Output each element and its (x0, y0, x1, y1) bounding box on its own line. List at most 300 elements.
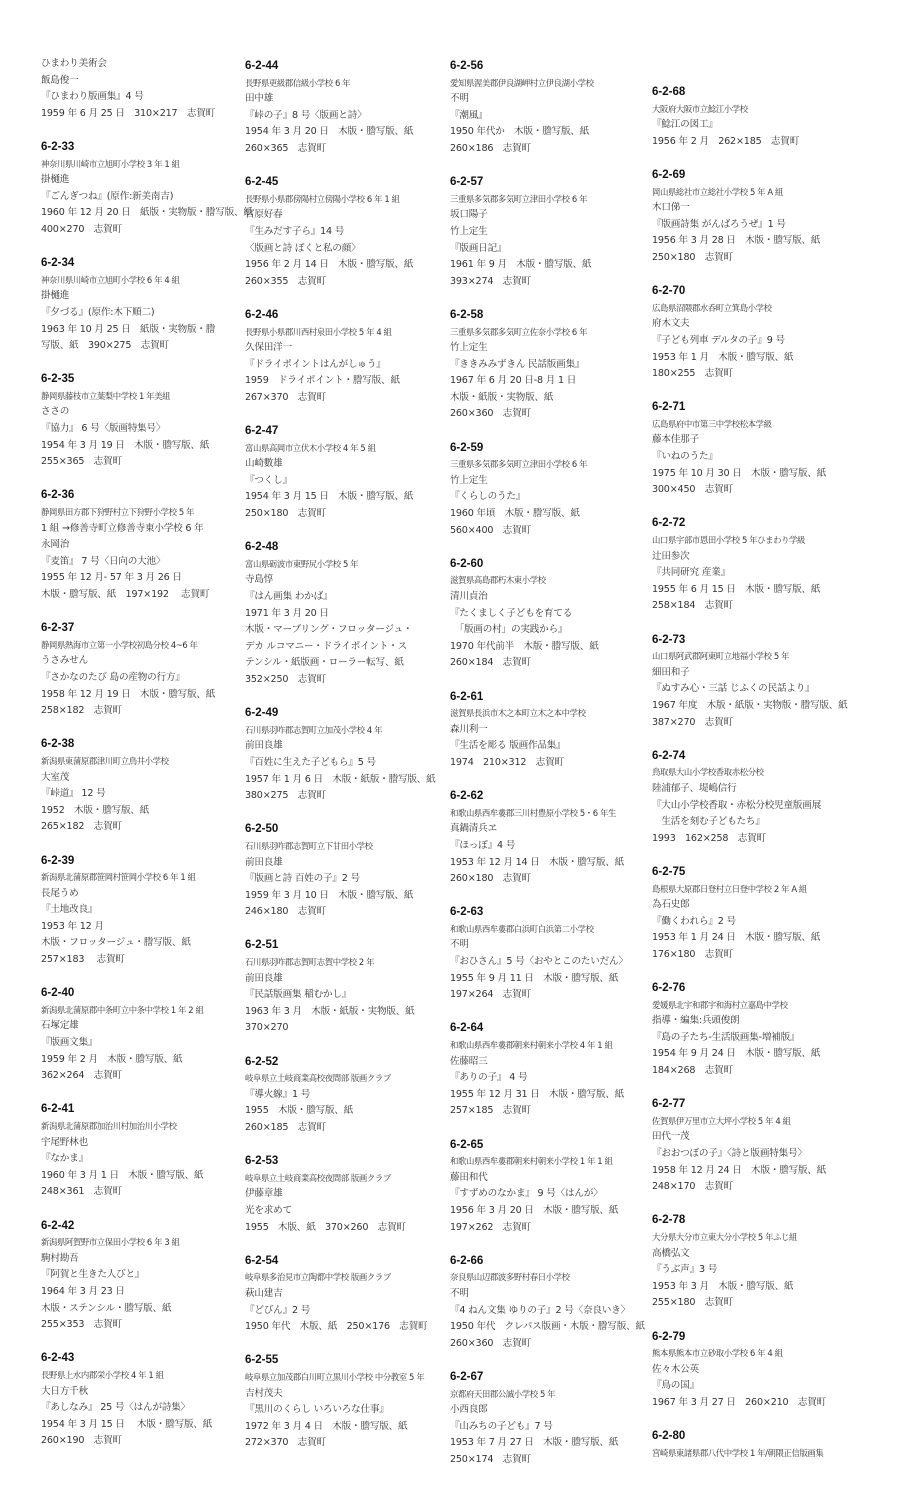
entry-line: 1953 年 12 月 14 日 木版・謄写版、紙 (450, 856, 625, 868)
entry-id: 6-2-61 (450, 690, 484, 703)
entry-line: 272×370 志賀町 (245, 1437, 326, 1449)
entry-line: 『ききみみずきん 民話版画集』 (450, 358, 585, 370)
entry-line: 257×185 志賀町 (450, 1105, 531, 1117)
catalog-entry (652, 980, 852, 1080)
entry-line: 『鳥の国』 (652, 1380, 699, 1392)
entry-line: 『ごんぎつね』(原作:新美南吉) (41, 190, 174, 202)
entry-line: 1974 210×312 志賀町 (450, 756, 564, 768)
entry-id: 6-2-70 (652, 285, 686, 298)
entry-line: 『協力』 6 号〈版画特集号〉 (41, 423, 166, 435)
entry-school: 佐賀県伊万里市立大坪小学校 5 年 4 組 (652, 1115, 791, 1126)
entry-id: 6-2-49 (245, 707, 279, 720)
entry-line: 1953 年 1 月 24 日 木版・謄写版、紙 (652, 932, 821, 944)
entry-line: 寺島惇 (245, 574, 274, 586)
entry-line: 「版画の村」の実践から』 (450, 624, 568, 636)
entry-line: 『さかなのたび 島の産物の行方』 (41, 671, 185, 683)
entry-line: 萩山建吉 (245, 1287, 283, 1299)
entry-line: 1967 年 3 月 27 日 260×210 志賀町 (652, 1396, 826, 1408)
entry-line: 1953 年 7 月 27 日 木版・謄写版、紙 (450, 1437, 619, 1449)
entry-line: 『版画詩集 がんばろうぜ』1 号 (652, 218, 786, 230)
entry-line: 長尾うめ (41, 887, 79, 899)
entry-id: 6-2-69 (652, 168, 686, 181)
entry-line: 『子ども列車 デルタの子』9 号 (652, 334, 785, 346)
entry-line: 400×270 志賀町 (41, 223, 122, 235)
entry-line: 1967 年度 木版・紙版・実物版・謄写版、紙 (652, 699, 848, 711)
entry-id: 6-2-71 (652, 401, 686, 414)
entry-line: 小西良郎 (450, 1404, 488, 1416)
entry-line: 184×268 志賀町 (652, 1065, 733, 1077)
entry-line: 宇尾野林也 (41, 1136, 88, 1148)
entry-id: 6-2-46 (245, 308, 279, 321)
catalog-entry (450, 788, 650, 888)
catalog-entry (245, 1054, 445, 1137)
catalog-entry (450, 174, 650, 290)
entry-line: 1961 年 9 月 木版・謄写版、紙 (450, 259, 592, 271)
catalog-entry (245, 423, 445, 523)
entry-line: 真鍋清兵ヱ (450, 823, 497, 835)
entry-line: 1960 年 12 月 20 日 紙版・実物版・謄写版、紙 (41, 207, 253, 219)
entry-id: 6-2-54 (245, 1254, 279, 1267)
entry-line: 陸浦郁子、堤嶋信行 (652, 782, 737, 794)
entry-id: 6-2-66 (450, 1254, 484, 1267)
entry-id: 6-2-44 (245, 60, 279, 72)
entry-school: 新潟県阿賀野市立保田小学校 6 年 3 組 (41, 1237, 180, 1248)
entry-id: 6-2-50 (245, 823, 279, 836)
entry-id: 6-2-68 (652, 86, 686, 98)
catalog-entry (245, 539, 445, 688)
entry-line: 為石史郎 (652, 899, 690, 911)
entry-id: 6-2-43 (41, 1352, 75, 1365)
entry-school: 新潟県東蒲原郡津川町立鳥井小学校 (41, 755, 169, 766)
entry-line: 光を求めて (245, 1204, 292, 1216)
entry-line: 1954 年 3 月 15 日 木版・謄写版、紙 (245, 491, 414, 503)
catalog-entry (652, 515, 852, 615)
catalog-entry (450, 689, 650, 772)
entry-line: 吉村茂夫 (245, 1387, 283, 1399)
entry-line: 田代一茂 (652, 1131, 690, 1143)
entry-school: 鳥取県大山小学校香取赤松分校 (652, 767, 764, 778)
entry-line: 258×184 志賀町 (652, 600, 733, 612)
entry-line: 高橋弘文 (652, 1247, 690, 1259)
entry-id: 6-2-62 (450, 790, 484, 803)
entry-line: 1955 木版・謄写版、紙 (245, 1105, 354, 1117)
catalog-column-1 (41, 56, 253, 1466)
entry-school: 静岡県藤枝市立葉梨中学校 1 年美組 (41, 390, 171, 401)
entry-line: 木口俤一 (652, 202, 690, 214)
entry-school: 愛媛県北宇和郡宇和海村立嘉島中学校 (652, 999, 788, 1010)
catalog-entry (652, 1212, 852, 1312)
entry-line: 1960 年頃 木版・謄写版、紙 (450, 508, 580, 520)
entry-id: 6-2-33 (41, 140, 75, 153)
entry-line: 『どびん』2 号 (245, 1304, 311, 1316)
entry-line: 560×400 志賀町 (450, 524, 531, 536)
entry-line: 『島の子たち-生活版画集-増補版』 (652, 1031, 800, 1043)
entry-school: 新潟県北蒲原郡加治川村加治川小学校 (41, 1121, 177, 1131)
entry-line: 1958 年 12 月 19 日 木版・謄写版、紙 (41, 688, 216, 700)
entry-line: 坂口陽子 (450, 209, 488, 221)
entry-school: 滋賀県長浜市木之本町立木之本中学校 (450, 708, 586, 719)
catalog-entry (41, 139, 253, 239)
catalog-entry (652, 167, 852, 267)
entry-id: 6-2-47 (245, 425, 279, 438)
entry-line: 1954 年 9 月 24 日 木版・謄写版、紙 (652, 1048, 821, 1060)
entry-line: 1954 年 3 月 15 日 木版・謄写版、紙 (41, 1418, 213, 1430)
catalog-entry (41, 1350, 241, 1450)
catalog-entry (245, 1253, 445, 1336)
entry-school: 富山県砺波市東野尻小学校 5 年 (245, 558, 359, 569)
entry-line: 『黒川のくらし いろいろな仕事』 (245, 1404, 389, 1416)
entry-line: 1956 年 2 月 14 日 木版・謄写版、紙 (245, 259, 414, 271)
entry-line: 『なかま』 (41, 1153, 88, 1165)
entry-id: 6-2-36 (41, 489, 75, 502)
entry-line: 257×183 志賀町 (41, 954, 125, 966)
entry-line: 260×180 志賀町 (450, 873, 531, 885)
entry-id: 6-2-42 (41, 1219, 75, 1232)
catalog-entry (652, 864, 852, 964)
entry-line: 248×170 志賀町 (652, 1181, 733, 1193)
entry-line: 『版画と詩 百姓の子』2 号 (245, 873, 360, 885)
entry-line: 『はん画集 わかば』 (245, 591, 333, 602)
entry-school: 島根県大原郡日登村立日登中学校 2 年 A 組 (652, 883, 807, 894)
entry-school: 三重県多気郡多気町立佐奈小学校 6 年 (450, 326, 588, 337)
entry-line: 『峠道』 12 号 (41, 788, 106, 800)
entry-line: 森川利一 (450, 723, 488, 735)
entry-id: 6-2-74 (652, 749, 686, 762)
entry-line: 『生活を彫る 版画作品集』 (450, 740, 566, 752)
entry-line: 『版画文集』 (41, 1037, 98, 1049)
entry-line: 250×180 志賀町 (245, 508, 326, 520)
entry-line: 『阿賀と生きた人びと』 (41, 1269, 145, 1281)
entry-line: 1950 年代 クレパス版画・木版・謄写版、紙 (450, 1321, 645, 1333)
catalog-entry (245, 1352, 445, 1452)
catalog-entry (41, 1101, 241, 1201)
entry-id: 6-2-72 (652, 517, 686, 530)
entry-line: 木版・紙版・実物版、紙 (450, 391, 554, 403)
entry-line: 駒村勘吾 (41, 1252, 79, 1264)
entry-id: 6-2-60 (450, 557, 484, 570)
catalog-column-2 (245, 58, 445, 1468)
catalog-entry (450, 58, 650, 158)
entry-line: 掛樋進 (41, 174, 70, 186)
entry-school: 滋賀県高島郡朽木東小学校 (450, 575, 546, 586)
entry-school: 富山県高岡市立伏木小学校 4 年 5 組 (245, 442, 376, 453)
entry-line: 1993 162×258 志賀町 (652, 832, 766, 844)
entry-id: 6-2-51 (245, 939, 279, 952)
entry-id: 6-2-59 (450, 441, 484, 454)
entry-school: 神奈川県川崎市立旭町小学校 3 年 1 組 (41, 158, 180, 169)
entry-line: ひまわり美術会 (41, 58, 107, 69)
entry-line: 『ありの子』 4 号 (450, 1072, 528, 1084)
entry-line: 1953 年 3 月 木版・謄写版、紙 (652, 1280, 794, 1292)
catalog-entry (652, 1428, 852, 1461)
entry-id: 6-2-45 (245, 176, 279, 189)
entry-line: 1963 年 3 月 木版・紙版・実物版、紙 (245, 1005, 415, 1017)
entry-id: 6-2-73 (652, 633, 686, 646)
entry-line: 写版、紙 390×275 志賀町 (41, 340, 169, 352)
entry-line: 250×174 志賀町 (450, 1453, 531, 1465)
catalog-entry (245, 1153, 445, 1236)
entry-line: 『たくましく子どもを育てる (450, 607, 573, 619)
entry-line: 255×353 志賀町 (41, 1319, 122, 1331)
catalog-entry (652, 399, 852, 499)
entry-line: 260×365 志賀町 (245, 142, 326, 154)
entry-line: 飯島俊一 (41, 74, 79, 86)
entry-line: 1953 年 12 月 (41, 920, 104, 932)
catalog-entry (41, 853, 241, 969)
entry-school: 神奈川県川崎市立旭町小学校 6 年 4 組 (41, 274, 180, 285)
catalog-column-3 (450, 58, 650, 1485)
entry-line: 府木文夫 (652, 318, 690, 330)
catalog-entry (41, 985, 241, 1085)
entry-id: 6-2-63 (450, 906, 484, 919)
catalog-entry (450, 904, 650, 1004)
entry-line: 辻田参次 (652, 550, 690, 562)
entry-school: 山口県宇部市恩田小学校 5 年ひまわり学級 (652, 535, 806, 546)
entry-school: 長野県更級郡信級小学校 6 年 (245, 77, 351, 88)
entry-line: 〈版画と詩 ぼくと私の顔〉 (245, 242, 361, 254)
entry-line: 300×450 志賀町 (652, 484, 733, 496)
entry-line: 1950 年代か 木版・謄写版、紙 (450, 126, 590, 138)
entry-school: 岐阜県多治見市立陶都中学校 版画クラブ (245, 1272, 391, 1283)
entry-line: 1975 年 10 月 30 日 木版・謄写版、紙 (652, 467, 827, 479)
entry-line: 265×182 志賀町 (41, 821, 122, 833)
catalog-entry (41, 371, 241, 471)
catalog-entry (450, 1253, 650, 1353)
entry-line: 362×264 志賀町 (41, 1070, 122, 1082)
entry-school: 長野県小県郡傍陽村立傍陽小学校 6 年 1 組 (245, 193, 400, 204)
entry-line: 『あしなみ』 25 号〈はんが詩集〉 (41, 1402, 191, 1414)
catalog-entry (450, 556, 650, 672)
entry-line: 佐々木公英 (652, 1363, 699, 1375)
entry-line: 1955 年 6 月 15 日 木版・謄写版、紙 (652, 583, 821, 595)
entry-school: 新潟県北蒲原郡笹岡村笹岡小学校 6 年 1 組 (41, 872, 196, 883)
entry-school: 大分県大分市立東大分小学校 5 年ふじ組 (652, 1231, 798, 1242)
entry-line: 山崎數雄 (245, 458, 283, 470)
entry-line: 1963 年 10 月 25 日 紙版・実物版・謄 (41, 323, 216, 335)
entry-line: 1954 年 3 月 20 日 木版・謄写版、紙 (245, 126, 414, 138)
entry-school: 岡山県総社市立総社小学校 5 年 A 組 (652, 186, 783, 197)
entry-school: 新潟県北蒲原郡中条町立中条中学校 1 年 2 組 (41, 1004, 204, 1015)
entry-line: 久保田洋一 (245, 342, 292, 354)
entry-id: 6-2-48 (245, 541, 279, 554)
entry-line: 260×355 志賀町 (245, 275, 326, 287)
catalog-entry (652, 632, 852, 732)
entry-id: 6-2-67 (450, 1370, 484, 1383)
entry-id: 6-2-79 (652, 1330, 686, 1343)
entry-line: 前田良雄 (245, 740, 283, 752)
entry-line: 255×180 志賀町 (652, 1297, 733, 1309)
entry-line: 『夕づる』(原作:木下順二) (41, 306, 155, 318)
entry-id: 6-2-52 (245, 1055, 279, 1068)
entry-line: 246×180 志賀町 (245, 906, 326, 918)
entry-line: 1955 木版、紙 370×260 志賀町 (245, 1221, 406, 1233)
entry-line: 大室茂 (41, 771, 70, 783)
entry-line: 1964 年 3 月 23 日 (41, 1285, 125, 1297)
entry-line: 『くらしのうた』 (450, 491, 526, 503)
entry-line: 1971 年 3 月 20 日 (245, 607, 329, 619)
entry-line: 180×255 志賀町 (652, 368, 733, 380)
entry-line: 『導火線』1 号 (245, 1088, 311, 1100)
entry-line: 『土地改良』 (41, 904, 98, 916)
catalog-entry (245, 174, 445, 290)
catalog-entry (245, 307, 445, 407)
entry-line: 『民話版画集 稲むかし』 (245, 989, 352, 1001)
entry-line: 『共同研究 産業』 (652, 567, 730, 579)
entry-line: 197×262 志賀町 (450, 1221, 531, 1233)
catalog-entry (652, 1329, 852, 1412)
entry-id: 6-2-77 (652, 1098, 686, 1111)
entry-line: 1970 年代前半 木版・謄写版、紙 (450, 640, 599, 652)
entry-id: 6-2-57 (450, 176, 484, 189)
entry-line: 『すずめのなかま』 9 号〈はんが〉 (450, 1188, 603, 1200)
entry-line: 『うぶ声』3 号 (652, 1264, 718, 1276)
entry-line: 前田良雄 (245, 856, 283, 868)
entry-line: 1960 年 3 月 1 日 木版・謄写版、紙 (41, 1169, 204, 1181)
entry-line: 『版画日記』 (450, 242, 507, 254)
entry-school: 岐阜県立加茂郡白川町立黒川小学校 中分教室 5 年 (245, 1371, 425, 1382)
entry-line: 『大山小学校香取・赤松分校児童版画展 (652, 799, 822, 811)
entry-id: 6-2-38 (41, 738, 75, 751)
entry-line: 細田和子 (652, 666, 690, 678)
entry-line: 『ひまわり版画集』4 号 (41, 91, 144, 103)
entry-line: 『ほっぽ』4 号 (450, 839, 516, 851)
entry-line: 1957 年 1 月 6 日 木版・紙版・謄写版、紙 (245, 773, 436, 785)
entry-school: 和歌山県西牟婁郡朝来村朝来小学校 4 年 1 組 (450, 1040, 613, 1051)
entry-line: ささの (41, 406, 70, 418)
entry-line: 『おひさん』5 号〈おやとこのたいだん〉 (450, 956, 628, 968)
entry-line: 『峠の子』8 号〈版画と詩〉 (245, 109, 367, 121)
entry-line: 藤田和代 (450, 1171, 488, 1183)
entry-id: 6-2-41 (41, 1103, 75, 1116)
entry-line: 竹上定生 (450, 225, 488, 237)
entry-line: 前田良雄 (245, 972, 283, 984)
entry-line: 1959 ドライポイント・謄写版、紙 (245, 375, 400, 387)
entry-id: 6-2-80 (652, 1430, 686, 1443)
entry-line: 『働くわれら』2 号 (652, 915, 736, 927)
entry-line: 1958 年 12 月 24 日 木版・謄写版、紙 (652, 1164, 827, 1176)
entry-line: 掛樋進 (41, 290, 70, 302)
entry-line: 『山みちの子ども』7 号 (450, 1420, 553, 1432)
entry-line: 『生みだす子ら』14 号 (245, 225, 345, 237)
entry-school: 大阪府大阪市立鯰江小学校 (652, 103, 748, 114)
catalog-entry (245, 937, 445, 1037)
entry-line: 石塚定雄 (41, 1020, 79, 1032)
entry-line: 1954 年 3 月 19 日 木版・謄写版、紙 (41, 439, 210, 451)
entry-line: 指導・編集:兵頭俊朗 (652, 1015, 740, 1027)
entry-line: 1955 年 12 月 31 日 木版・謄写版、紙 (450, 1088, 625, 1100)
catalog-entry (450, 1369, 650, 1469)
entry-school: 和歌山県西牟婁郡白浜町白浜第二小学校 (450, 923, 594, 934)
catalog-entry (41, 255, 241, 355)
entry-line: 永岡治 (41, 539, 70, 551)
catalog-entry (450, 307, 650, 423)
catalog-entry (652, 84, 852, 150)
entry-school: 長野県小県郡川西村泉田小学校 5 年 4 組 (245, 326, 392, 337)
catalog-entry (450, 1020, 650, 1120)
entry-school: 和歌山県西牟婁郡三川村豊原小学校 5・6 年生 (450, 807, 616, 818)
entry-id: 6-2-65 (450, 1138, 484, 1151)
catalog-entry (652, 748, 852, 848)
entry-line: 260×184 志賀町 (450, 657, 531, 669)
entry-school: 宮崎県東諸県郡八代中学校 1 年/朝隈正信版画集 (652, 1447, 824, 1458)
entry-line: 387×270 志賀町 (652, 716, 733, 728)
entry-school: 和歌山県西牟婁郡朝来村朝来小学校 1 年 1 組 (450, 1156, 613, 1167)
entry-line: 1 組 →修善寺町立修善寺東小学校 6 年 (41, 522, 204, 534)
entry-line: 『いねのうた』 (652, 451, 718, 463)
entry-school: 広島県府中市第三中学校松本学級 (652, 418, 772, 429)
entry-school: 静岡県田方郡下狩野村立下狩野小学校 5 年 (41, 507, 195, 518)
entry-id: 6-2-34 (41, 257, 75, 270)
entry-id: 6-2-56 (450, 60, 484, 72)
entry-line: 267×370 志賀町 (245, 391, 326, 403)
entry-line: 木版・マーブリング・フロッタージュ・ (245, 624, 413, 636)
entry-line: 260×190 志賀町 (41, 1435, 122, 1447)
entry-line: 260×360 志賀町 (450, 408, 531, 420)
entry-line: 不明 (450, 1287, 469, 1299)
entry-line: 生活を刻む子どもたち』 (652, 816, 765, 828)
entry-line: 『麦笛』 7 号〈日向の大池〉 (41, 555, 166, 567)
entry-school: 石川県羽咋郡志賀町志賀中学校 2 年 (245, 957, 375, 968)
entry-school: 静岡県熱海市立第一小学校初島分校 4~6 年 (41, 639, 198, 650)
entry-line: 1959 年 2 月 木版・謄写版、紙 (41, 1053, 183, 1065)
entry-id: 6-2-53 (245, 1155, 279, 1168)
entry-line: 宮原好春 (245, 209, 283, 221)
entry-school: 愛知県渥美郡伊良湖岬村立伊良湖小学校 (450, 77, 594, 88)
entry-line: 『ぬすみ心・三話 じふくの民話より』 (652, 683, 815, 695)
entry-line: 1967 年 6 月 20 日-8 月 1 日 (450, 375, 577, 387)
entry-line: 清川貞治 (450, 591, 488, 602)
catalog-entry (245, 58, 445, 158)
entry-line: 『鯰江の図工』 (652, 119, 718, 131)
catalog-entry (450, 1137, 650, 1237)
entry-line: 1952 木版・謄写版、紙 (41, 804, 150, 816)
entry-id: 6-2-75 (652, 865, 686, 878)
entry-line: 『ドライポイントはんがしゅう』 (245, 358, 386, 370)
entry-line: 260×360 志賀町 (450, 1337, 531, 1349)
entry-line: 352×250 志賀町 (245, 673, 326, 685)
entry-line: 藤本佳那子 (652, 434, 699, 446)
catalog-entry (245, 821, 445, 921)
entry-line: 176×180 志賀町 (652, 948, 733, 960)
entry-id: 6-2-40 (41, 987, 75, 1000)
entry-line: 255×365 志賀町 (41, 456, 122, 468)
entry-line: 『4 ねん文集 ゆりの子』2 号〈奈良いき〉 (450, 1304, 631, 1316)
catalog-entry (41, 1218, 241, 1334)
entry-id: 6-2-58 (450, 308, 484, 321)
entry-line: 258×182 志賀町 (41, 705, 122, 717)
entry-id: 6-2-39 (41, 854, 75, 867)
entry-line: 『潮風』 (450, 109, 488, 121)
entry-school: 三重県多気郡多気町立津田小学校 6 年 (450, 459, 588, 470)
catalog-entry (41, 736, 241, 836)
entry-line: 伊藤章雄 (245, 1188, 283, 1200)
catalog-entry (652, 1096, 852, 1196)
entry-line: 1956 年 3 月 20 日 木版・謄写版、紙 (450, 1204, 619, 1216)
entry-line: 1956 年 3 月 28 日 木版・謄写版、紙 (652, 235, 821, 247)
entry-line: 木版・ステンシル・謄写版、紙 (41, 1302, 172, 1314)
entry-line: 260×185 志賀町 (245, 1122, 326, 1133)
entry-school: 岐阜県立土岐商業高校夜間部 版画クラブ (245, 1073, 391, 1084)
entry-line: 『おおつぼの子』〈詩と版画特集号〉 (652, 1148, 807, 1159)
entry-line: 260×186 志賀町 (450, 142, 531, 154)
catalog-entry (652, 283, 852, 383)
entry-line: 1950 年代 木版、紙 250×176 志賀町 (245, 1321, 428, 1333)
entry-line: うさみせん (41, 655, 88, 667)
entry-id: 6-2-37 (41, 622, 75, 635)
entry-line: 370×270 (245, 1022, 289, 1034)
entry-id: 6-2-55 (245, 1354, 279, 1367)
entry-line: 竹上定生 (450, 342, 488, 354)
